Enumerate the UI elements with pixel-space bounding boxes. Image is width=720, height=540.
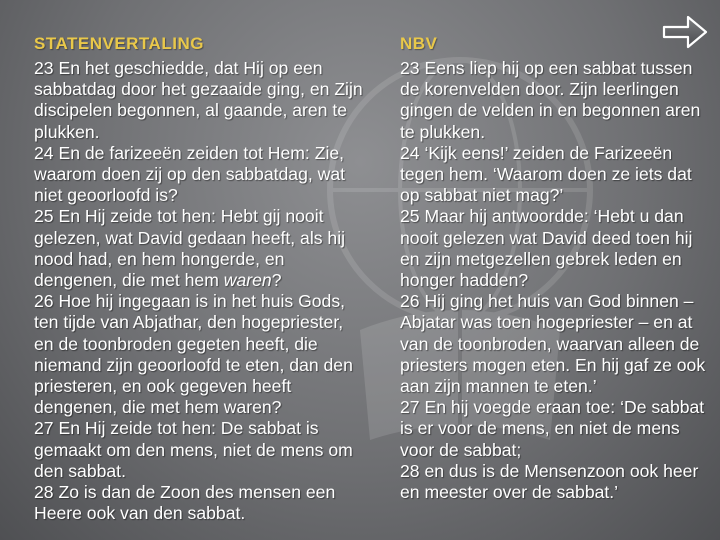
statenvertaling-verses xyxy=(34,58,364,524)
verse-25-sv: 25 En Hij zeide tot hen: Hebt gij nooit gelezen, wat David gedaan heeft, als hij nood had, en hem hongerde, en dengenen, die met hem waren? xyxy=(34,206,346,291)
statenvertaling-heading: STATENVERTALING xyxy=(34,34,204,53)
nbv-verses xyxy=(400,58,710,503)
verse-26-sv: 26 Hoe hij ingegaan is in het huis Gods, ten tijde van Abjathar, den hogepriester, en de toonbroden gegeten heeft, die niemand zijn geoorloofd te eten, dan den priesteren, en ook gegeven heeft dengenen, die met hem waren? xyxy=(34,291,353,418)
verse-24-sv: 24 En de farizeeën zeiden tot Hem: Zie, waarom doen zij op den sabbatdag, wat niet geoorloofd is? xyxy=(34,142,346,206)
verse-24-nbv: 24 ‘Kijk eens!’ zeiden de Farizeeën tegen hem. ‘Waarom doen ze iets dat op sabbat niet mag?’ xyxy=(400,142,692,206)
italic-word: waren xyxy=(223,270,272,291)
verse-27-sv: 27 En Hij zeide tot hen: De sabbat is gemaakt om den mens, niet de mens om den sabbat. xyxy=(34,418,353,481)
nbv-heading: NBV xyxy=(400,34,438,53)
verse-28-nbv: 28 en dus is de Mensenzoon ook heer en meester over de sabbat.’ xyxy=(400,460,699,503)
verse-23-nbv: 23 Eens liep hij op een sabbat tussen de korenvelden door. Zijn leerlingen gingen de velden in en begonnen aren te plukken. xyxy=(400,58,701,142)
nbv-column xyxy=(400,34,710,503)
verse-25-nbv: 25 Maar hij antwoordde: ‘Hebt u dan nooit gelezen wat David deed toen hij en zijn metgezellen gebrek leden en honger hadden? xyxy=(400,206,693,291)
verse-28-sv: 28 Zo is dan de Zoon des mensen een Heere ook van den sabbat. xyxy=(34,482,336,524)
arrow-right-icon[interactable] xyxy=(662,14,708,50)
verse-23-sv: 23 En het geschiedde, dat Hij op een sabbatdag door het gezaaide ging, en Zijn discipelen begonnen, al gaande, aren te plukken. xyxy=(34,58,363,142)
statenvertaling-column xyxy=(34,34,364,524)
verse-26-nbv: 26 Hij ging het huis van God binnen – Abjatar was toen hogepriester – en at van de toonbroden, waarvan alleen de priesters mogen eten. En hij gaf ze ook aan zijn mannen te eten.’ xyxy=(400,291,706,397)
verse-27-nbv: 27 En hij voegde eraan toe: ‘De sabbat is er voor de mens, en niet de mens voor de sabbat; xyxy=(400,397,705,460)
